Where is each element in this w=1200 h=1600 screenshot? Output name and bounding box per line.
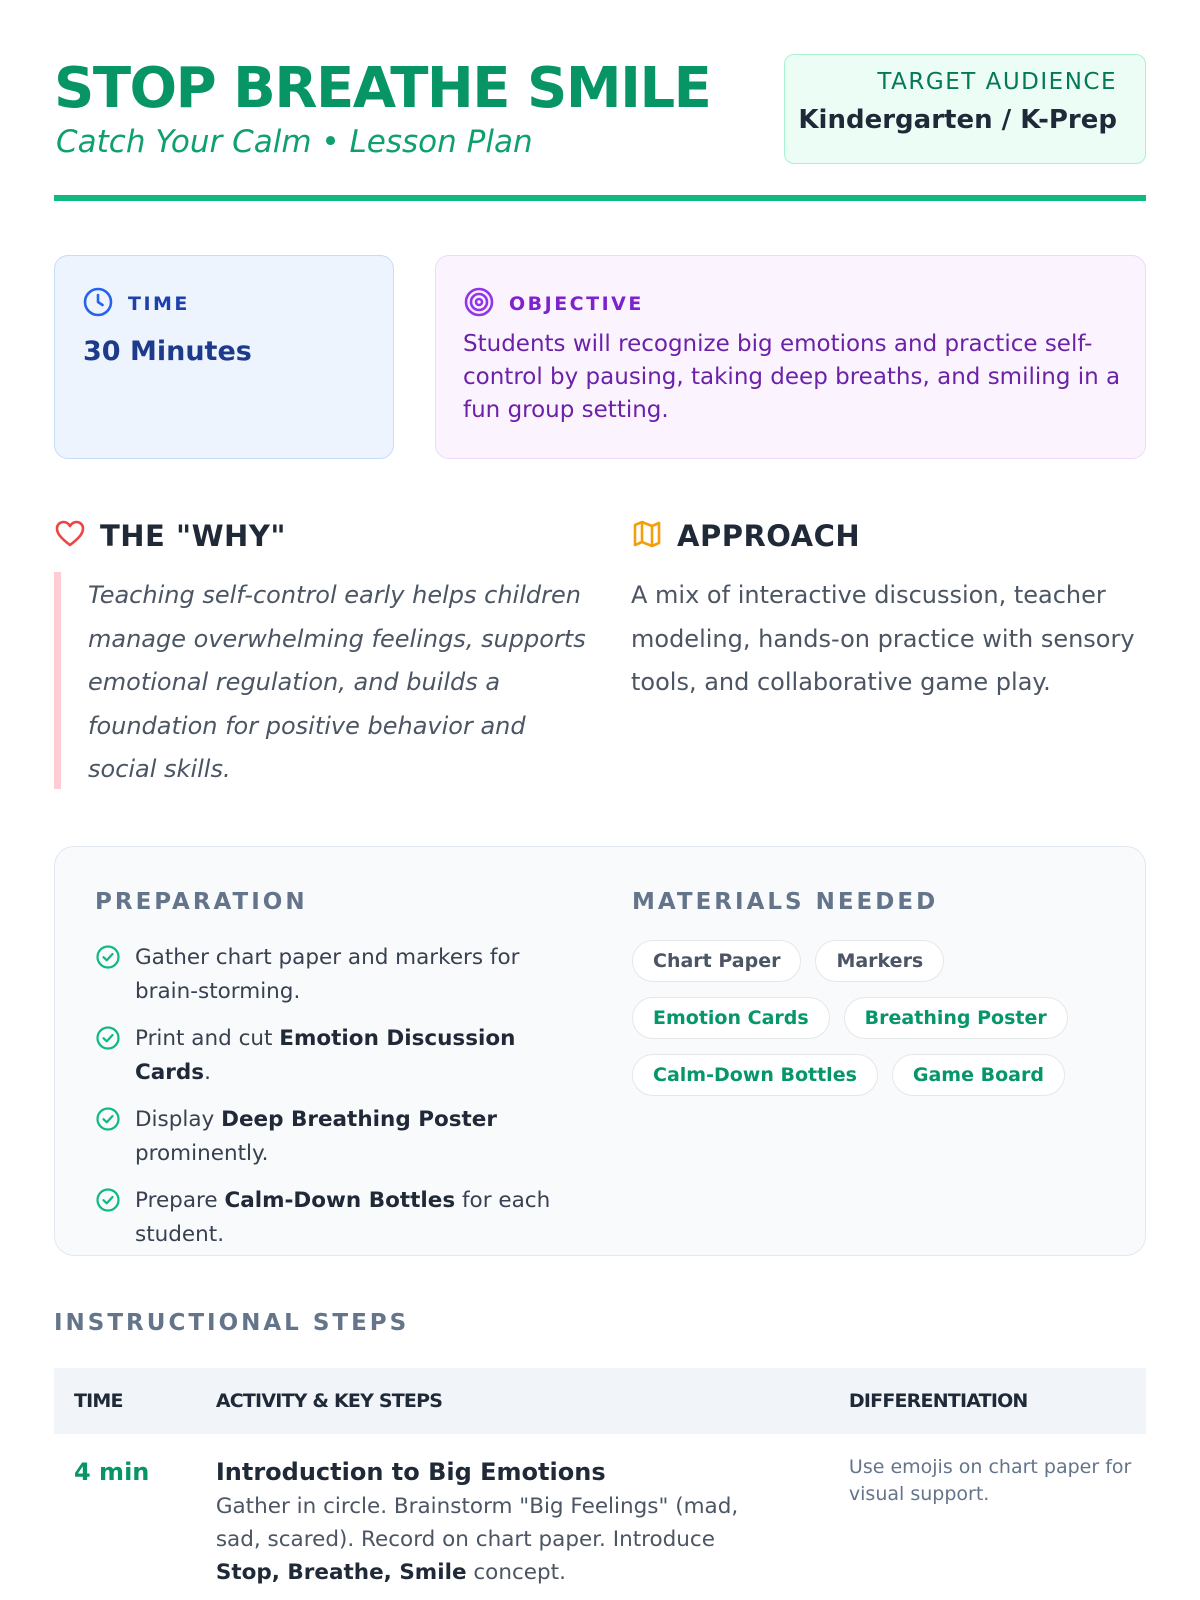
material-chip: Calm-Down Bottles: [632, 1054, 878, 1096]
why-accent-bar: [54, 572, 61, 789]
material-chip: Game Board: [892, 1054, 1065, 1096]
table-header-row: [54, 1368, 1146, 1434]
heart-icon: [54, 518, 86, 554]
steps-label: INSTRUCTIONAL STEPS: [54, 1310, 410, 1336]
time-label: TIME: [128, 293, 190, 315]
column-header-differentiation: DIFFERENTIATION: [849, 1368, 1146, 1434]
clock-icon: [82, 286, 114, 322]
material-chip: Emotion Cards: [632, 997, 830, 1039]
step-differentiation: Use emojis on chart paper for visual support.: [848, 1456, 1132, 1505]
approach-title: APPROACH: [677, 519, 861, 553]
prep-highlight: Deep Breathing Poster: [221, 1107, 497, 1132]
audience-label: TARGET AUDIENCE: [877, 69, 1117, 95]
target-icon: [463, 286, 495, 322]
page-subtitle: Catch Your Calm • Lesson Plan: [56, 124, 533, 160]
map-icon: [631, 518, 663, 554]
preparation-label: PREPARATION: [95, 889, 308, 915]
material-chip: Markers: [815, 940, 944, 982]
check-circle-icon: [95, 1187, 121, 1252]
preparation-item: [95, 941, 585, 1009]
column-header-activity: ACTIVITY & KEY STEPS: [216, 1368, 849, 1434]
prep-text-end: for each student.: [135, 1188, 551, 1247]
why-text: Teaching self-control early helps children manage overwhelming feelings, supports emotional regulation, and builds a foundation for positive behavior and social skills.: [88, 581, 586, 783]
prep-text: Prepare: [135, 1188, 225, 1213]
preparation-item: [95, 1022, 585, 1090]
step-description: [216, 1490, 776, 1589]
table-row: [54, 1434, 1146, 1589]
step-title: Introduction to Big Emotions: [215, 1458, 606, 1486]
preparation-panel: [54, 846, 1146, 1256]
lesson-header: [54, 52, 1146, 202]
step-desc-text: Gather in circle. Brainstorm "Big Feelings" (mad, sad, scared). Record on chart paper. Introduce: [215, 1494, 739, 1552]
preparation-item: [95, 1184, 585, 1252]
column-header-time: TIME: [54, 1368, 216, 1434]
time-value: 30 Minutes: [83, 336, 252, 367]
check-circle-icon: [95, 1025, 121, 1090]
step-time: 4 min: [74, 1458, 150, 1486]
prep-text: Gather chart paper and markers for brain-storming.: [135, 945, 520, 1004]
materials-list: [632, 940, 1102, 1111]
audience-badge: [784, 54, 1146, 164]
objective-text: Students will recognize big emotions and practice self-control by pausing, taking deep breaths, and smiling in a fun group setting.: [463, 331, 1121, 423]
objective-card: [435, 255, 1146, 459]
audience-value: Kindergarten / K-Prep: [798, 105, 1117, 135]
objective-label: OBJECTIVE: [509, 293, 644, 315]
header-divider: [54, 195, 1146, 201]
step-activity: [216, 1434, 849, 1589]
material-chip: Chart Paper: [632, 940, 801, 982]
approach-heading: [631, 518, 860, 554]
check-circle-icon: [95, 944, 121, 1009]
prep-highlight: Emotion Discussion Cards: [135, 1026, 516, 1085]
prep-text-end: .: [204, 1060, 211, 1085]
preparation-list: [95, 941, 585, 1265]
step-desc-end: concept.: [466, 1560, 566, 1585]
approach-text: A mix of interactive discussion, teacher modeling, hands-on practice with sensory tools, and collaborative game play.: [631, 581, 1135, 696]
prep-highlight: Calm-Down Bottles: [224, 1188, 456, 1213]
why-heading: [54, 518, 286, 554]
steps-table: [54, 1368, 1146, 1589]
step-desc-highlight: Stop, Breathe, Smile: [215, 1560, 467, 1585]
page-title: STOP BREATHE SMILE: [54, 56, 711, 121]
material-chip: Breathing Poster: [844, 997, 1068, 1039]
check-circle-icon: [95, 1106, 121, 1171]
why-title: THE "WHY": [100, 519, 286, 553]
materials-label: MATERIALS NEEDED: [632, 889, 939, 915]
time-card: [54, 255, 394, 459]
prep-text: Print and cut: [135, 1026, 280, 1051]
prep-text-end: prominently.: [135, 1141, 269, 1166]
preparation-item: [95, 1103, 585, 1171]
prep-text: Display: [135, 1107, 222, 1132]
